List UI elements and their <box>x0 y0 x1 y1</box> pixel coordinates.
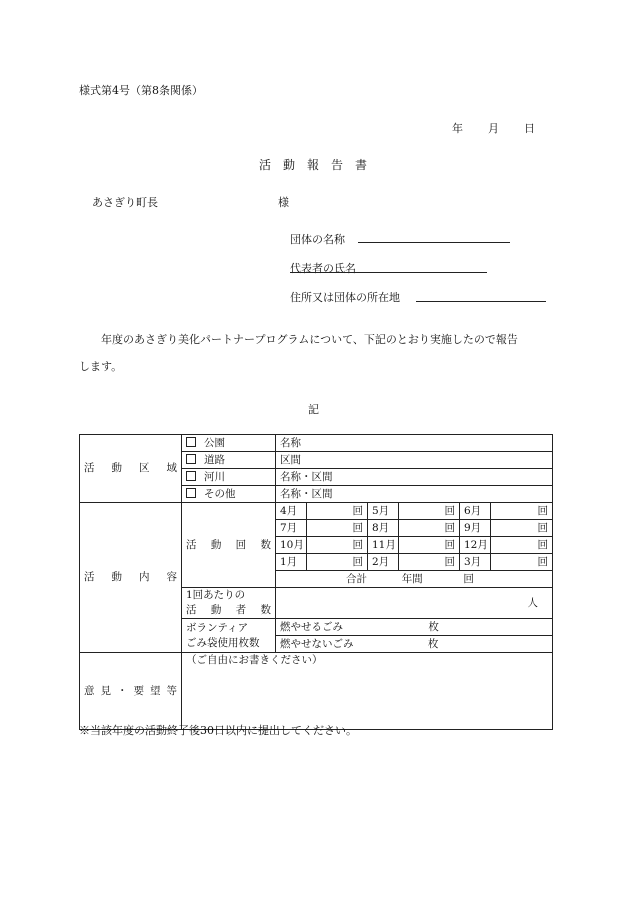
rep-name-line <box>290 272 487 273</box>
month-label: 8月 <box>368 520 399 537</box>
month-count-cell[interactable]: 回 <box>399 537 460 554</box>
month-count-cell[interactable]: 回 <box>399 520 460 537</box>
area-type-other[interactable]: その他 <box>182 486 276 503</box>
org-name-label: 団体の名称 <box>290 233 345 246</box>
checkbox-icon[interactable] <box>186 471 196 481</box>
addressee-honorific: 様 <box>278 196 289 209</box>
per-time-count-cell[interactable]: 人 <box>276 588 553 619</box>
form-id: 様式第4号（第8条関係） <box>79 84 203 97</box>
month-label: 9月 <box>460 520 491 537</box>
month-label: 4月 <box>276 503 307 520</box>
per-time-label: 1回あたりの 活動者数 <box>182 588 276 619</box>
month-label: 7月 <box>276 520 307 537</box>
month-count-cell[interactable]: 回 <box>307 520 368 537</box>
rep-name-label: 代表者の氏名 <box>290 262 356 275</box>
count-label: 活動回数 <box>182 503 276 588</box>
total-label: 合計 <box>346 572 367 585</box>
opinion-hint: （ご自由にお書きください） <box>186 654 323 666</box>
total-row[interactable] <box>276 571 553 588</box>
checkbox-icon[interactable] <box>186 437 196 447</box>
area-field-park[interactable]: 名称 <box>276 435 553 452</box>
area-type-road[interactable]: 道路 <box>182 452 276 469</box>
month-label: 11月 <box>368 537 399 554</box>
opinion-header: 意見・要望等 <box>80 653 182 730</box>
nonburnable-label: 燃やせないごみ <box>280 637 354 650</box>
month-count-cell[interactable]: 回 <box>399 503 460 520</box>
burnable-label: 燃やせるごみ <box>280 620 343 633</box>
sheet-unit: 枚 <box>427 637 439 650</box>
date-year: 年 <box>452 122 463 135</box>
month-count-cell[interactable]: 回 <box>491 537 553 554</box>
area-field-other[interactable]: 名称・区間 <box>276 486 553 503</box>
month-label: 6月 <box>460 503 491 520</box>
body-text-line1: 年度のあさぎり美化パートナープログラムについて、下記のとおり実施したので報告 <box>101 333 518 346</box>
nonburnable-row[interactable] <box>276 636 553 653</box>
ki-heading: 記 <box>308 403 319 416</box>
area-type-park[interactable]: 公園 <box>182 435 276 452</box>
report-table <box>79 434 553 730</box>
month-label: 12月 <box>460 537 491 554</box>
month-label: 10月 <box>276 537 307 554</box>
month-count-cell[interactable]: 回 <box>491 520 553 537</box>
org-name-line <box>358 242 510 243</box>
annual-label: 年間 <box>401 572 423 585</box>
date-month: 月 <box>488 122 499 135</box>
address-label: 住所又は団体の所在地 <box>290 291 400 304</box>
month-count-cell[interactable]: 回 <box>307 554 368 571</box>
month-count-cell[interactable]: 回 <box>491 554 553 571</box>
month-label: 5月 <box>368 503 399 520</box>
content-header: 活動内容 <box>80 503 182 653</box>
area-type-river[interactable]: 河川 <box>182 469 276 486</box>
month-count-cell[interactable]: 回 <box>399 554 460 571</box>
opinion-field[interactable] <box>182 653 553 730</box>
month-label: 3月 <box>460 554 491 571</box>
times-unit: 回 <box>463 572 474 585</box>
area-field-river[interactable]: 名称・区間 <box>276 469 553 486</box>
address-line <box>416 301 546 302</box>
footnote: ※当該年度の活動終了後30日以内に提出してください。 <box>79 724 357 737</box>
date-day: 日 <box>524 122 535 135</box>
month-count-cell[interactable]: 回 <box>491 503 553 520</box>
month-count-cell[interactable]: 回 <box>307 537 368 554</box>
body-text-line2: します。 <box>79 360 123 373</box>
month-count-cell[interactable]: 回 <box>307 503 368 520</box>
checkbox-icon[interactable] <box>186 454 196 464</box>
sheet-unit: 枚 <box>428 620 439 633</box>
document-title: 活 動 報 告 書 <box>259 158 368 172</box>
checkbox-icon[interactable] <box>186 488 196 498</box>
area-header: 活動区域 <box>80 435 182 503</box>
month-label: 2月 <box>368 554 399 571</box>
burnable-row[interactable] <box>276 619 553 636</box>
bag-count-label: ボランティア ごみ袋使用枚数 <box>182 619 276 653</box>
addressee-name: あさぎり町長 <box>92 196 158 209</box>
area-field-road[interactable]: 区間 <box>276 452 553 469</box>
month-label: 1月 <box>276 554 307 571</box>
